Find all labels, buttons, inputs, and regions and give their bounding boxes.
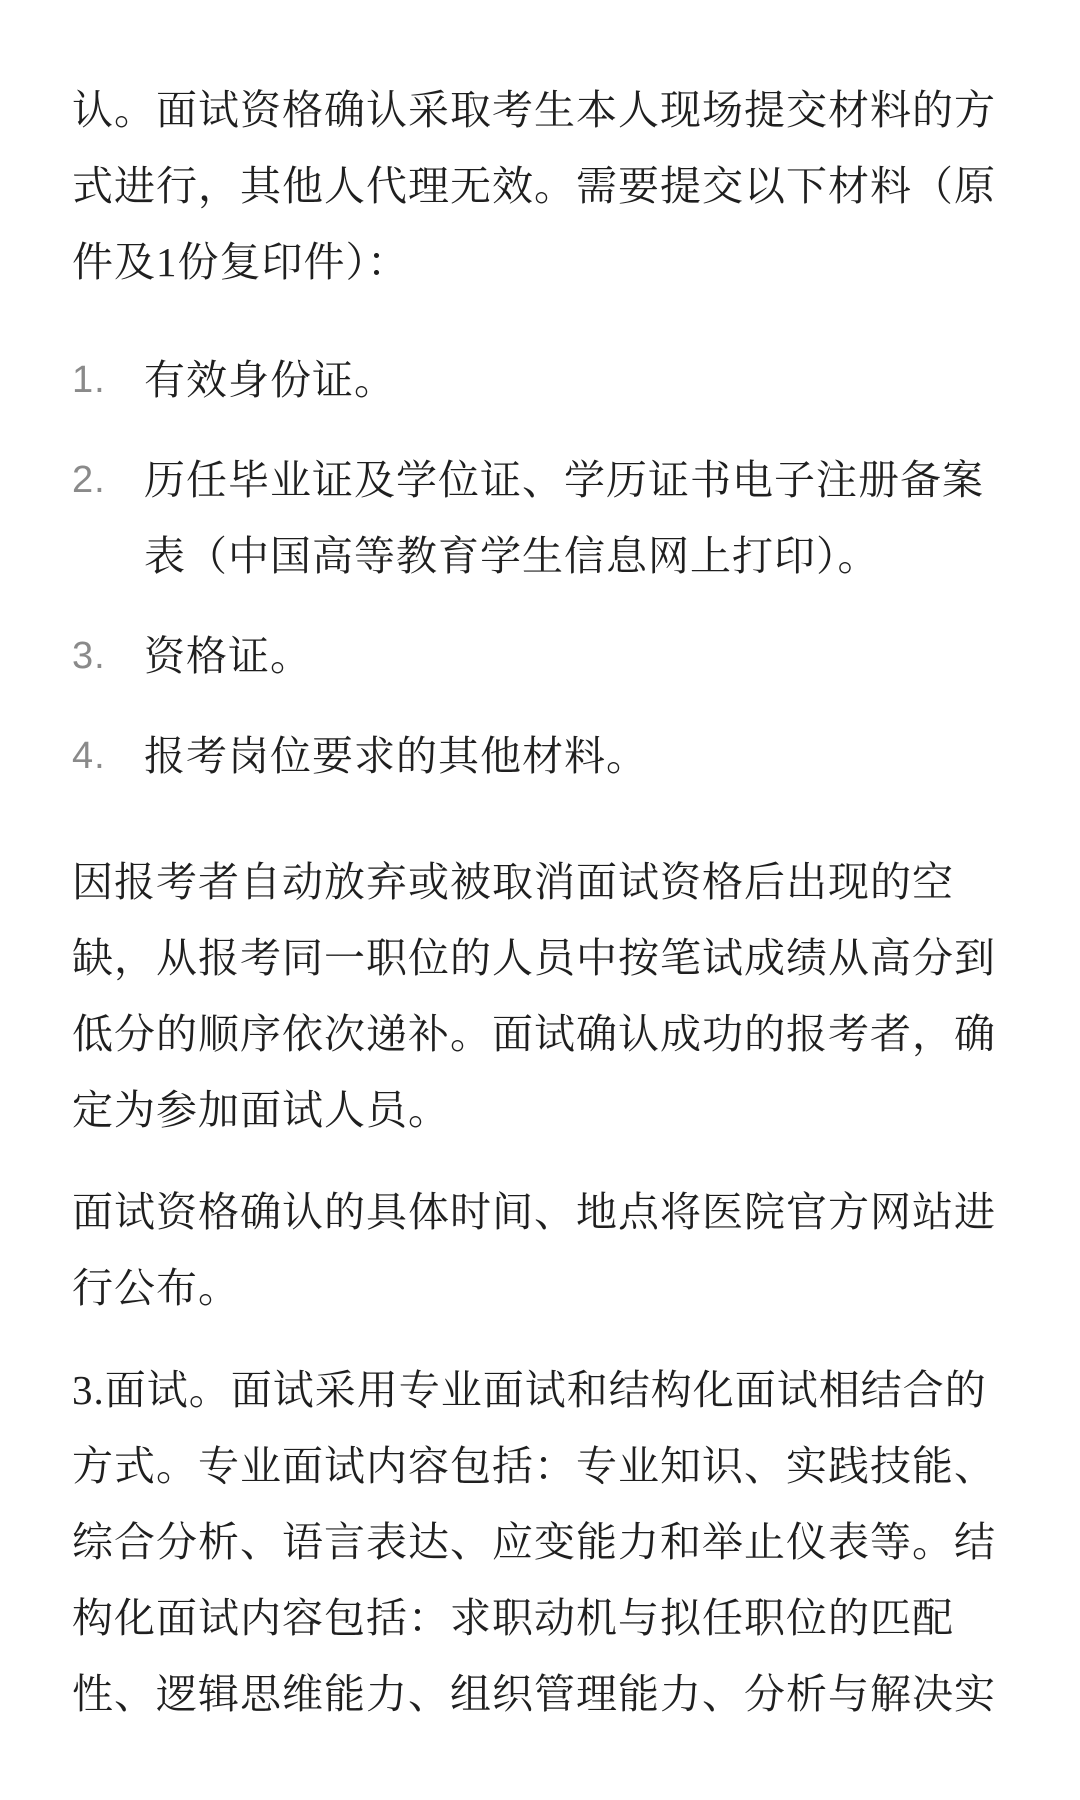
materials-list — [72, 342, 1008, 794]
list-item — [72, 718, 1008, 794]
list-text: 报考岗位要求的其他材料。 — [144, 733, 648, 779]
list-item — [72, 442, 1008, 594]
list-item — [72, 342, 1008, 418]
list-text: 资格证。 — [144, 633, 312, 679]
list-text: 有效身份证。 — [144, 357, 396, 403]
vacancy-paragraph: 因报考者自动放弃或被取消面试资格后出现的空缺，从报考同一职位的人员中按笔试成绩从高分到低分的顺序依次递补。面试确认成功的报考者，确定为参加面试人员。 — [72, 859, 996, 1133]
interview-paragraph: 3.面试。面试采用专业面试和结构化面试相结合的方式。专业面试内容包括：专业知识、实践技能、综合分析、语言表达、应变能力和举止仪表等。结构化面试内容包括：求职动机与拟任职位的匹配性、逻辑思维能力、组织管理能力、分析与解决实 — [72, 1367, 996, 1717]
list-item — [72, 618, 1008, 694]
list-number: 3. — [72, 635, 106, 677]
list-text: 历任毕业证及学位证、学历证书电子注册备案表（中国高等教育学生信息网上打印）。 — [144, 457, 984, 579]
list-number: 1. — [72, 359, 106, 401]
announcement-paragraph: 面试资格确认的具体时间、地点将医院官方网站进行公布。 — [72, 1189, 996, 1311]
list-number: 4. — [72, 735, 106, 777]
intro-paragraph: 认。面试资格确认采取考生本人现场提交材料的方式进行，其他人代理无效。需要提交以下材料（原件及1份复印件）： — [72, 87, 996, 285]
list-number: 2. — [72, 459, 106, 501]
